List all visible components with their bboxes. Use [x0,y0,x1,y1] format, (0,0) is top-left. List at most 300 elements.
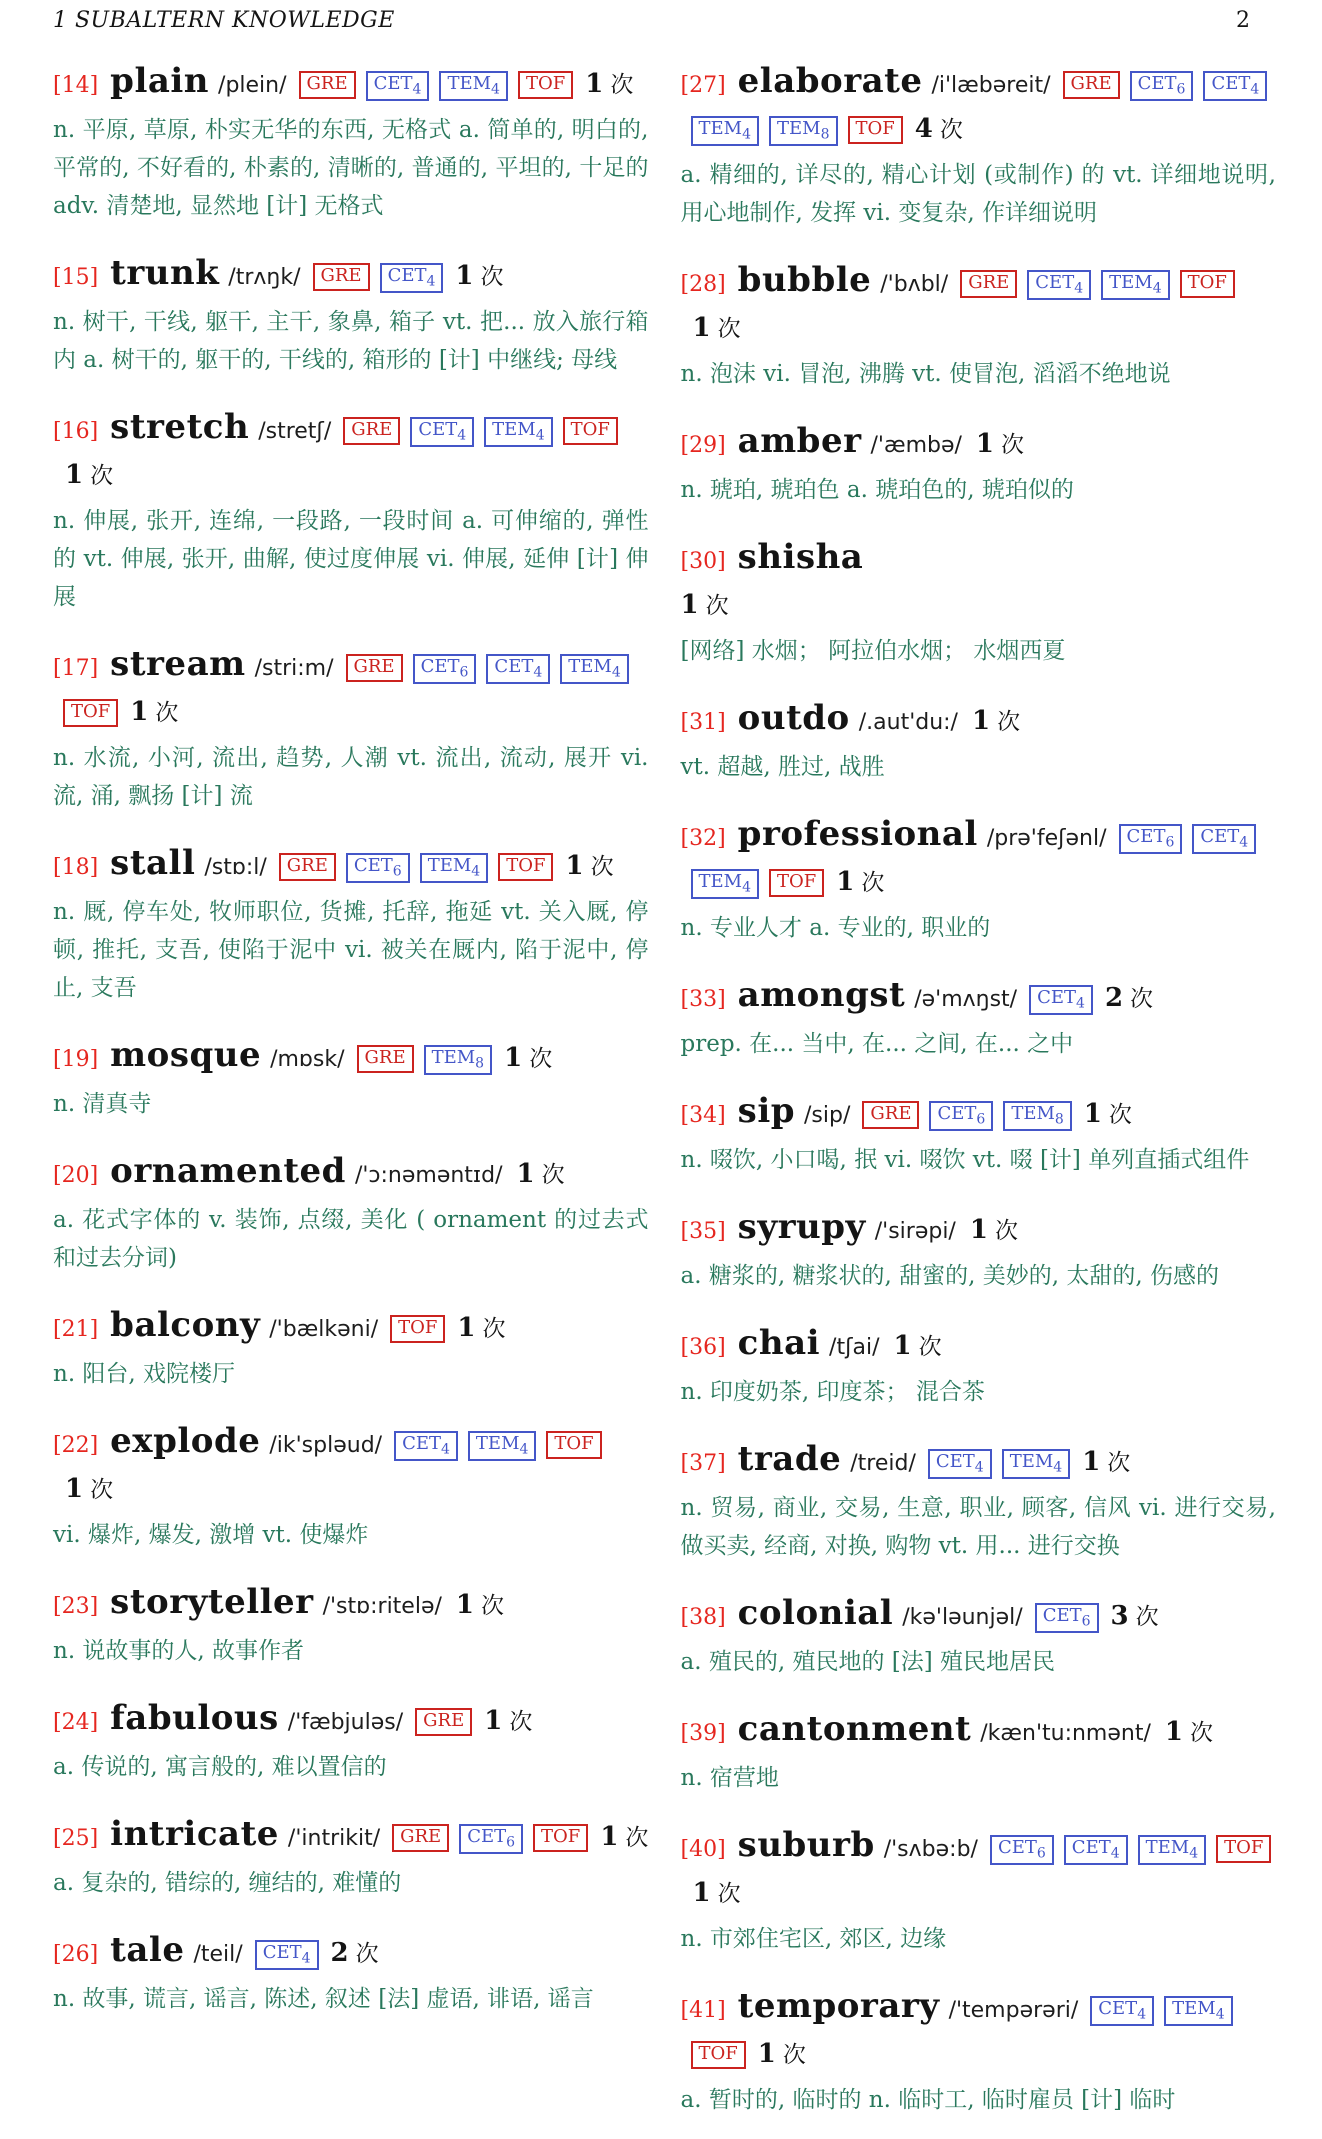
entry-index: [15] [53,265,99,290]
entry-definition: n. 泡沫 vi. 冒泡, 沸腾 vt. 使冒泡, 滔滔不绝地说 [680,361,1171,387]
word-entry [53,1420,649,1554]
entry-definition: n. 贸易, 商业, 交易, 生意, 职业, 顾客, 信风 vi. 进行交易, 做买卖, 经商, 对换, 购物 vt. 用... 进行交换 [680,1495,1276,1559]
entry-tags [382,1826,588,1851]
entry-frequency [1164,1717,1213,1747]
entry-index: [31] [680,710,726,735]
entry-frequency [757,2039,806,2069]
frequency-count: 1 [516,1159,535,1189]
level-tag-cet4: $CET_4$ [1064,1835,1128,1865]
entry-index: [30] [680,549,726,574]
entry-headword: colonial [737,1593,894,1633]
entry-headword: professional [737,814,978,854]
frequency-count: 1 [457,1313,476,1343]
entry-headword: fabulous [110,1698,279,1738]
level-tag-tem4: $TEM_4$ [691,869,760,899]
entry-phonetic: /'sirəpi/ [874,1219,956,1244]
word-entry [53,1813,649,1902]
level-tag-cet6: $CET_6$ [929,1101,993,1131]
entry-index: [19] [53,1047,99,1072]
frequency-unit: 次 [541,1162,565,1188]
entry-definition: a. 精细的, 详尽的, 精心计划 (或制作) 的 vt. 详细地说明, 用心地制作, 发挥 vi. 变复杂, 作详细说明 [680,162,1276,226]
level-tag-cet4: $CET_4$ [366,71,430,101]
level-tag-tem4: $TEM_4$ [468,1431,537,1461]
frequency-unit: 次 [355,1941,379,1967]
entry-index: [20] [53,1163,99,1188]
entry-index: [38] [680,1605,726,1630]
frequency-count: 1 [600,1822,619,1852]
frequency-unit: 次 [509,1709,533,1735]
entry-phonetic: /.aut'du:/ [858,710,958,735]
level-tag-gre: GRE [960,270,1017,298]
frequency-unit: 次 [1108,1102,1132,1128]
page-header [53,8,1276,34]
entry-frequency [585,69,634,99]
frequency-count: 1 [65,1474,84,1504]
frequency-count: 1 [975,429,994,459]
frequency-count: 1 [565,851,584,881]
word-entry [681,1708,1277,1797]
entry-definition: a. 复杂的, 错综的, 缠结的, 难懂的 [53,1870,402,1896]
entry-headline [681,1985,1277,2078]
entry-phonetic: /i'læbəreit/ [931,73,1051,98]
frequency-unit: 次 [705,593,729,619]
entry-frequency [130,697,179,727]
level-tag-tof: TOF [63,699,118,727]
entry-headword: intricate [110,1814,279,1854]
entry-frequency [504,1043,553,1073]
level-tag-tem4: $TEM_4$ [1138,1835,1207,1865]
entry-definition: n. 啜饮, 小口喝, 抿 vi. 啜饮 vt. 啜 [计] 单列直插式组件 [680,1147,1250,1173]
entry-definition: prep. 在... 当中, 在... 之间, 在... 之中 [680,1031,1074,1057]
frequency-unit: 次 [1001,432,1024,458]
frequency-unit: 次 [861,870,885,896]
level-tag-cet4: $CET_4$ [1203,71,1267,101]
entry-definition: n. 印度奶茶, 印度茶； 混合茶 [680,1379,985,1405]
entry-headline [681,1438,1277,1486]
entry-headline [53,842,649,890]
entry-definition: n. 市郊住宅区, 郊区, 边缘 [680,1926,947,1952]
column-left [53,60,649,2119]
frequency-count: 1 [1082,1447,1101,1477]
entry-headword: temporary [737,1986,940,2026]
frequency-unit: 次 [610,72,634,98]
entry-headline [53,60,649,108]
entry-definition: a. 传说的, 寓言般的, 难以置信的 [53,1754,387,1780]
entry-definition: n. 树干, 干线, 躯干, 主干, 象鼻, 箱子 vt. 把... 放入旅行箱内 a. 树干的, 躯干的, 干线的, 箱形的 [计] 中继线; 母线 [53,309,649,373]
frequency-unit: 次 [480,264,504,290]
page-header-title: 1 SUBALTERN KNOWLEDGE [53,8,395,33]
frequency-count: 1 [585,69,604,99]
level-tag-gre: GRE [862,1101,919,1129]
entry-phonetic: /'intrikit/ [287,1826,381,1851]
frequency-unit: 次 [1189,1720,1213,1746]
level-tag-tem4: $TEM_4$ [1002,1449,1071,1479]
frequency-unit: 次 [625,1825,649,1851]
frequency-count: 1 [757,2039,776,2069]
frequency-count: 4 [914,114,933,144]
entry-headline [53,1034,649,1082]
entry-definition: [网络] 水烟； 阿拉伯水烟； 水烟西夏 [680,638,1066,664]
frequency-count: 1 [692,1878,711,1908]
level-tag-tof: TOF [769,869,824,897]
frequency-count: 1 [969,1215,988,1245]
frequency-unit: 次 [717,316,741,342]
entry-frequency [565,851,614,881]
entry-index: [28] [680,272,726,297]
entry-definition: n. 宿营地 [680,1765,779,1791]
level-tag-cet4: $CET_4$ [486,654,550,684]
entry-frequency [836,867,885,897]
entry-headword: explode [110,1421,261,1461]
level-tag-tof: TOF [498,853,553,881]
entry-frequency [1110,1601,1159,1631]
frequency-unit: 次 [482,1316,506,1342]
entry-headline [681,813,1277,906]
frequency-unit: 次 [155,700,179,726]
entry-frequency [914,114,963,144]
entry-phonetic: /stri:m/ [254,656,334,681]
frequency-count: 1 [836,867,855,897]
entry-headline [53,643,649,736]
entry-index: [33] [680,987,726,1012]
entry-definition: n. 阳台, 戏院楼厅 [53,1361,236,1387]
entry-phonetic: /stretʃ/ [258,419,332,444]
entry-index: [14] [53,73,99,98]
word-entry [681,974,1277,1063]
entry-frequency [330,1938,379,1968]
word-entry [53,252,649,379]
level-tag-cet4: $CET_4$ [255,1940,319,1970]
entry-headline [53,1929,649,1977]
entry-phonetic: /treid/ [850,1451,916,1476]
entry-frequency [893,1331,942,1361]
level-tag-cet4: $CET_4$ [1090,1996,1154,2026]
level-tag-gre: GRE [346,654,403,682]
word-entry [53,842,649,1007]
entry-definition: n. 琥珀, 琥珀色 a. 琥珀色的, 琥珀似的 [680,477,1074,503]
entry-frequency [455,1590,504,1620]
entry-headline [681,1592,1277,1640]
level-tag-tof: TOF [546,1431,601,1459]
entry-index: [32] [680,826,726,851]
word-entry [681,1090,1277,1179]
level-tag-cet4: $CET_4$ [1029,985,1093,1015]
level-tag-tem4: $TEM_4$ [420,853,489,883]
level-tag-cet4: $CET_4$ [394,1431,458,1461]
entry-headword: chai [737,1323,821,1363]
entry-headline [681,697,1277,745]
level-tag-tof: TOF [691,2041,746,2069]
entry-index: [36] [680,1335,726,1360]
level-tag-tem8: $TEM_8$ [1003,1101,1072,1131]
level-tag-cet6: $CET_6$ [1035,1603,1099,1633]
word-entry [681,1985,1277,2119]
level-tag-tem4: $TEM_4$ [560,654,629,684]
entry-frequency [680,590,729,620]
entry-frequency [455,261,504,291]
level-tag-tem4: $TEM_4$ [439,71,508,101]
entry-headword: sip [737,1091,796,1131]
entry-headline [681,536,1277,629]
entry-index: [17] [53,656,99,681]
entry-index: [27] [680,73,726,98]
entry-headline [681,60,1277,153]
entry-tags [852,1103,1071,1128]
entry-index: [24] [53,1710,99,1735]
entry-definition: n. 专业人才 a. 专业的, 职业的 [680,915,991,941]
entry-headline [681,1824,1277,1917]
entry-phonetic: /kæn'tu:nmənt/ [980,1721,1151,1746]
level-tag-tof: TOF [518,71,573,99]
word-entry [681,813,1277,947]
level-tag-tem8: $TEM_8$ [424,1045,493,1075]
entry-frequency [1082,1447,1131,1477]
entry-headword: shisha [737,537,864,577]
entry-tags [380,1317,445,1340]
level-tag-tof: TOF [1180,270,1235,298]
frequency-unit: 次 [1130,986,1154,1012]
word-entry [681,1592,1277,1681]
entry-tags [347,1047,493,1072]
entry-definition: n. 故事, 谎言, 谣言, 陈述, 叙述 [法] 虚语, 诽语, 谣言 [53,1986,594,2012]
entry-headword: trade [737,1439,842,1479]
entry-headline [681,1090,1277,1138]
entry-index: [29] [680,433,726,458]
entry-headword: tale [110,1930,185,1970]
level-tag-gre: GRE [313,263,370,291]
frequency-count: 2 [330,1938,349,1968]
entry-headline [681,974,1277,1022]
word-entry [681,1206,1277,1295]
word-entry [53,60,649,225]
word-entry [53,1304,649,1393]
level-tag-gre: GRE [392,1824,449,1852]
frequency-unit: 次 [90,463,114,489]
level-tag-cet6: $CET_6$ [1130,71,1194,101]
entry-headword: ornamented [110,1151,346,1191]
entry-phonetic: /stɒ:l/ [204,855,267,880]
entry-headline [53,1304,649,1352]
entry-tags [980,1837,1271,1862]
level-tag-cet4: $CET_4$ [1192,824,1256,854]
entry-index: [40] [680,1837,726,1862]
level-tag-cet4: $CET_4$ [928,1449,992,1479]
word-entry [53,1034,649,1123]
level-tag-tem4: $TEM_4$ [1164,1996,1233,2026]
word-entry [681,697,1277,786]
entry-index: [21] [53,1317,99,1342]
level-tag-cet6: $CET_6$ [1119,824,1183,854]
entry-phonetic: /mɒsk/ [270,1047,345,1072]
word-entry [681,536,1277,670]
entry-phonetic: /teil/ [193,1942,243,1967]
level-tag-gre: GRE [279,853,336,881]
level-tag-cet4: $CET_4$ [380,263,444,293]
word-entry [681,1824,1277,1958]
word-entry [53,643,649,815]
frequency-count: 1 [504,1043,523,1073]
entry-phonetic: /'ɔ:nəməntɪd/ [354,1163,503,1188]
entry-tags [384,1433,602,1458]
entry-definition: n. 平原, 草原, 朴实无华的东西, 无格式 a. 简单的, 明白的, 平常的, 不好看的, 朴素的, 清晰的, 普通的, 平坦的, 十足的 adv. 清楚地, 显然地 [计] 无格式 [53,117,649,219]
entry-frequency [457,1313,506,1343]
level-tag-gre: GRE [343,417,400,445]
entry-definition: n. 说故事的人, 故事作者 [53,1638,305,1664]
level-tag-cet4: $CET_4$ [410,417,474,447]
word-entry [681,420,1277,509]
entry-headword: mosque [110,1035,262,1075]
entry-tags [950,272,1235,297]
level-tag-tof: TOF [390,1315,445,1343]
entry-tags [245,1942,319,1967]
frequency-unit: 次 [481,1593,504,1619]
level-tag-tof: TOF [1216,1835,1271,1863]
column-right [681,60,1277,2119]
entry-headword: amongst [737,975,906,1015]
entry-headword: stretch [110,407,250,447]
frequency-unit: 次 [939,117,963,143]
entry-headword: storyteller [110,1582,314,1622]
frequency-count: 1 [1083,1099,1102,1129]
entry-headline [53,406,649,499]
content-columns [53,60,1276,2119]
entry-frequency [65,460,114,490]
level-tag-gre: GRE [1063,71,1120,99]
frequency-count: 3 [1110,1601,1129,1631]
entry-headline [53,1813,649,1861]
level-tag-gre: GRE [357,1045,414,1073]
entry-phonetic: /'fæbjuləs/ [287,1710,404,1735]
entry-headword: bubble [737,260,872,300]
entry-frequency [600,1822,649,1852]
entry-tags [1025,1605,1099,1630]
entry-phonetic: /'tempərəri/ [948,1998,1079,2023]
entry-headword: plain [110,61,210,101]
word-entry [53,1581,649,1670]
entry-tags [1019,987,1093,1012]
frequency-unit: 次 [717,1881,741,1907]
entry-phonetic: /prə'feʃənl/ [986,826,1107,851]
frequency-count: 2 [1104,983,1124,1013]
entry-definition: n. 水流, 小河, 流出, 趋势, 人潮 vt. 流出, 流动, 展开 vi. 流, 涌, 飘扬 [计] 流 [53,745,649,809]
level-tag-tem4: $TEM_4$ [691,116,760,146]
level-tag-cet6: $CET_6$ [459,1824,523,1854]
entry-definition: n. 厩, 停车处, 牧师职位, 货摊, 托辞, 拖延 vt. 关入厩, 停顿, 推托, 支吾, 使陷于泥中 vi. 被关在厩内, 陷于泥中, 停止, 支吾 [53,899,649,1001]
entry-frequency [516,1159,565,1189]
entry-headline [53,252,649,300]
entry-index: [18] [53,855,99,880]
word-entry [53,1697,649,1786]
entry-headline [681,1206,1277,1254]
entry-tags [289,73,574,98]
entry-definition: vi. 爆炸, 爆发, 激增 vt. 使爆炸 [53,1522,369,1548]
entry-index: [34] [680,1103,726,1128]
entry-phonetic: /ik'spləud/ [269,1433,383,1458]
frequency-count: 1 [692,313,711,343]
entry-frequency [975,429,1024,459]
frequency-unit: 次 [590,854,614,880]
entry-frequency [969,1215,1018,1245]
frequency-unit: 次 [1135,1604,1159,1630]
frequency-count: 1 [484,1706,503,1736]
entry-tags [269,855,554,880]
entry-index: [39] [680,1721,726,1746]
entry-headword: balcony [110,1305,261,1345]
entry-phonetic: /'bælkəni/ [269,1317,379,1342]
entry-index: [23] [53,1594,99,1619]
frequency-count: 1 [65,460,84,490]
entry-phonetic: /trʌŋk/ [228,265,301,290]
level-tag-tof: TOF [533,1824,588,1852]
entry-frequency [971,706,1021,736]
entry-index: [22] [53,1433,99,1458]
word-entry [681,60,1277,232]
entry-index: [25] [53,1826,99,1851]
level-tag-gre: GRE [299,71,356,99]
entry-frequency [1104,983,1154,1013]
entry-definition: a. 糖浆的, 糖浆状的, 甜蜜的, 美妙的, 太甜的, 伤感的 [680,1263,1219,1289]
frequency-count: 1 [893,1331,912,1361]
frequency-count: 1 [680,590,699,620]
level-tag-cet6: $CET_6$ [413,654,477,684]
word-entry [53,1150,649,1277]
page-number: 2 [1236,8,1250,33]
word-entry [681,1438,1277,1565]
entry-definition: vt. 超越, 胜过, 战胜 [680,754,885,780]
entry-headword: stream [110,644,246,684]
entry-phonetic: /sip/ [804,1103,851,1128]
entry-frequency [65,1474,114,1504]
level-tag-tof: TOF [563,417,618,445]
level-tag-tem4: $TEM_4$ [484,417,553,447]
frequency-unit: 次 [994,1218,1018,1244]
entry-index: [16] [53,419,99,444]
entry-headword: elaborate [737,61,923,101]
entry-headline [681,1708,1277,1756]
entry-headword: suburb [737,1825,875,1865]
entry-headline [53,1581,649,1629]
entry-phonetic: /ə'mʌŋst/ [914,987,1018,1012]
entry-headline [681,1322,1277,1370]
entry-phonetic: /'æmbə/ [870,433,962,458]
entry-frequency [484,1706,533,1736]
level-tag-tof: TOF [848,116,903,144]
entry-definition: a. 殖民的, 殖民地的 [法] 殖民地居民 [680,1649,1056,1675]
frequency-unit: 次 [918,1334,942,1360]
frequency-count: 1 [1164,1717,1183,1747]
level-tag-cet6: $CET_6$ [990,1835,1054,1865]
entry-headline [53,1697,649,1745]
entry-definition: a. 暂时的, 临时的 n. 临时工, 临时雇员 [计] 临时 [680,2087,1176,2113]
entry-tags [918,1451,1070,1476]
entry-headword: outdo [737,698,850,738]
entry-headline [53,1420,649,1513]
entry-frequency [692,313,741,343]
frequency-unit: 次 [782,2042,806,2068]
level-tag-tem4: $TEM_4$ [1101,270,1170,300]
entry-index: [26] [53,1942,99,1967]
entry-headword: trunk [110,253,220,293]
entry-tags [333,419,618,444]
word-entry [681,259,1277,393]
word-entry [53,406,649,616]
level-tag-cet6: $CET_6$ [346,853,410,883]
frequency-unit: 次 [1107,1450,1131,1476]
entry-definition: n. 伸展, 张开, 连绵, 一段路, 一段时间 a. 可伸缩的, 弹性的 vt. 伸展, 张开, 曲解, 使过度伸展 vi. 伸展, 延伸 [计] 伸展 [53,508,649,610]
entry-phonetic: /plein/ [218,73,287,98]
entry-phonetic: /kə'ləunjəl/ [902,1605,1023,1630]
entry-headline [681,420,1277,468]
